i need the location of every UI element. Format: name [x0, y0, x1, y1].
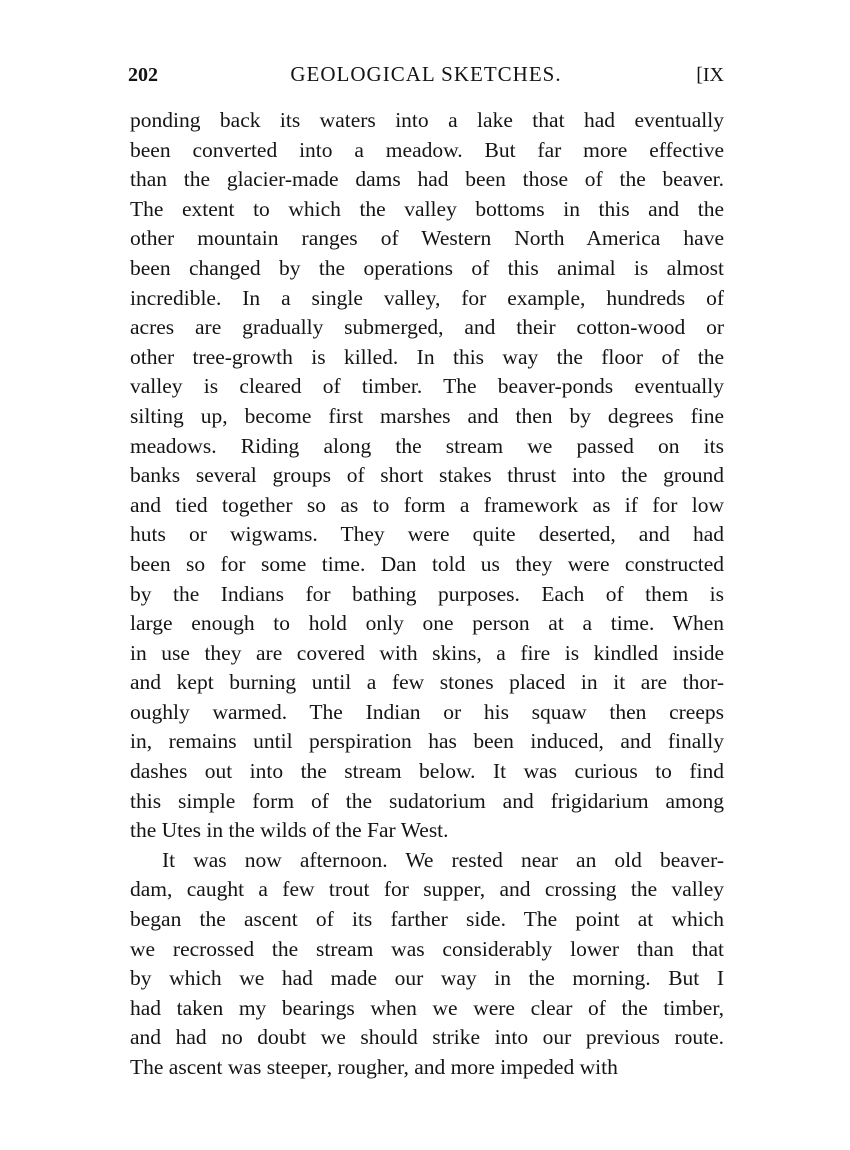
- text-line: It was now afternoon. We rested near an old beaver-: [162, 847, 724, 872]
- page-number: 202: [128, 64, 158, 86]
- text-line: meadows. Riding along the stream we passed on its: [130, 433, 724, 458]
- text-line: and had no doubt we should strike into our previous route.: [130, 1025, 724, 1050]
- text-line: had taken my bearings when we were clear of the timber,: [130, 995, 724, 1020]
- text-line: than the glacier-made dams had been those of the beaver.: [130, 167, 724, 192]
- text-line: The extent to which the valley bottoms in this and the: [130, 196, 724, 221]
- paragraph-1: [130, 106, 724, 846]
- text-line: been so for some time. Dan told us they were constructed: [130, 551, 724, 576]
- text-line: acres are gradually submerged, and their cotton-wood or: [130, 315, 724, 340]
- text-line: by the Indians for bathing purposes. Each of them is: [130, 581, 724, 606]
- text-line: incredible. In a single valley, for example, hundreds of: [130, 285, 724, 310]
- body-text: [130, 106, 724, 1083]
- text-line: began the ascent of its farther side. The point at which: [130, 907, 724, 932]
- text-line: The ascent was steeper, rougher, and more impeded with: [130, 1055, 618, 1079]
- text-line: in use they are covered with skins, a fire is kindled inside: [130, 640, 724, 665]
- text-line: dam, caught a few trout for supper, and crossing the valley: [130, 877, 724, 902]
- chapter-mark: [IX: [696, 64, 724, 86]
- text-line: other mountain ranges of Western North America have: [130, 226, 724, 251]
- text-line: this simple form of the sudatorium and frigidarium among: [130, 788, 724, 813]
- text-line: large enough to hold only one person at a time. When: [130, 611, 724, 636]
- text-line: other tree-growth is killed. In this way the floor of the: [130, 344, 724, 369]
- text-line: ponding back its waters into a lake that had eventually: [130, 108, 724, 132]
- text-line: dashes out into the stream below. It was curious to find: [130, 759, 724, 784]
- text-line: and kept burning until a few stones placed in it are thor-: [130, 670, 724, 695]
- text-line: we recrossed the stream was considerably lower than that: [130, 936, 724, 961]
- text-line: banks several groups of short stakes thrust into the ground: [130, 463, 724, 488]
- text-line: by which we had made our way in the morning. But I: [130, 966, 724, 991]
- text-line: silting up, become first marshes and then by degrees fine: [130, 403, 724, 428]
- text-line: and tied together so as to form a framework as if for low: [130, 492, 724, 517]
- text-line: huts or wigwams. They were quite deserted, and had: [130, 522, 724, 547]
- text-line: valley is cleared of timber. The beaver-ponds eventually: [130, 374, 724, 399]
- text-line: in, remains until perspiration has been induced, and finally: [130, 729, 724, 754]
- text-line: been converted into a meadow. But far more effective: [130, 137, 724, 162]
- text-line: been changed by the operations of this animal is almost: [130, 255, 724, 280]
- text-line: the Utes in the wilds of the Far West.: [130, 818, 449, 843]
- text-line: oughly warmed. The Indian or his squaw then creeps: [130, 699, 724, 724]
- running-title: GEOLOGICAL SKETCHES.: [290, 62, 562, 86]
- paragraph-2: [130, 846, 724, 1083]
- running-head: [128, 60, 724, 90]
